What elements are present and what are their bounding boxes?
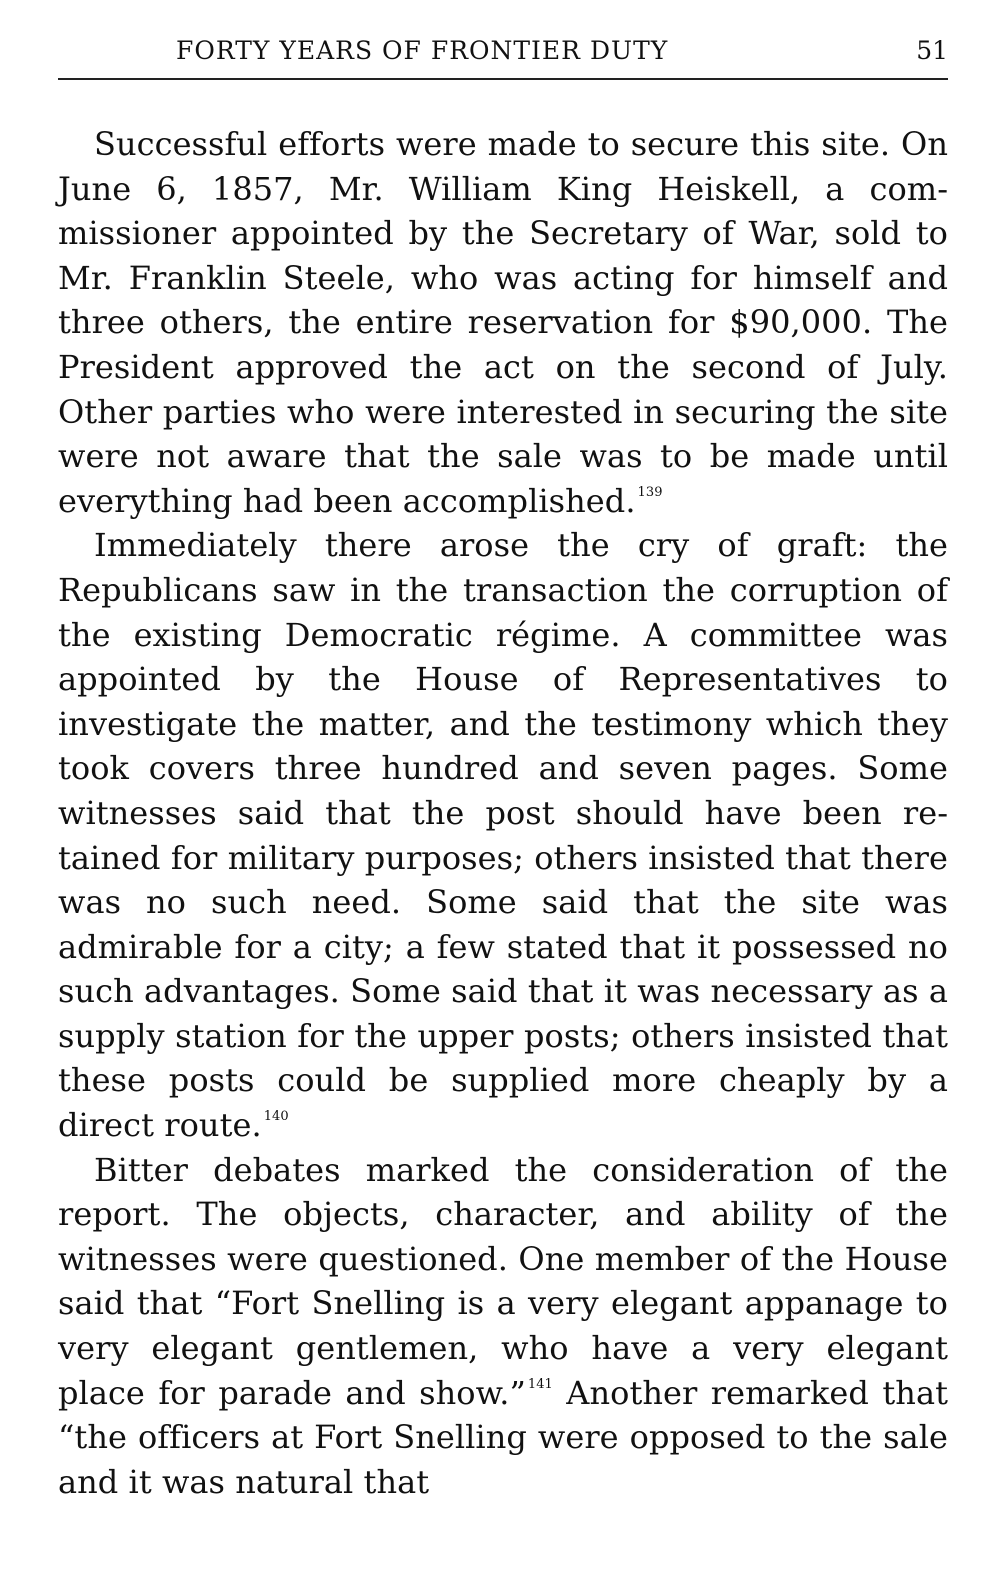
body-text [58,122,948,1504]
book-page [58,28,948,1568]
page-number: 51 [916,36,948,65]
paragraph-text: Successful efforts were made to secure this site. On June 6, 1857, Mr. William King Heiskell, a commissioner appointed by the Secretary of War, sold to Mr. Franklin Steele, who was acting for himself and three others, the entire reservation for $90,000. The President approved the act on the second of July. Other parties who were interested in securing the site were not aware that the sale was to be made until everything had been accomplished. [58,125,948,520]
paragraph-3 [58,1148,948,1505]
paragraph-text: Bitter debates marked the consideration of the report. The objects, character, and ability of the witnesses were questioned. One member of the House said that “Fort Snelling is a very elegant appanage to very elegant gentlemen, who have a very elegant place for parade and show.” [58,1150,948,1412]
paragraph-text: Immediately there arose the cry of graft: the Republicans saw in the transaction the corruption of the existing Democratic régime. A committee was appointed by the House of Representatives to investigate the matter, and the testimony which they took covers three hundred and seven pages. Some witnesses said that the post should have been retained for military purposes; others insisted that there was no such need. Some said that the site was admirable for a city; a few stated that it possessed no such advantages. Some said that it was necessary as a supply station for the upper posts; others insisted that these posts could be supplied more cheaply by a direct route. [58,526,948,1145]
paragraph-1 [58,122,948,523]
footnote-reference: 139 [637,484,663,500]
paragraph-2 [58,523,948,1147]
footnote-reference: 141 [527,1376,553,1392]
running-title: FORTY YEARS OF FRONTIER DUTY [176,36,669,65]
footnote-reference: 140 [263,1109,289,1125]
running-header [58,28,948,80]
paragraph-continuation: Another remarked that “the officers at Fort Snelling were opposed to the sale and it was natural that [58,1373,948,1501]
